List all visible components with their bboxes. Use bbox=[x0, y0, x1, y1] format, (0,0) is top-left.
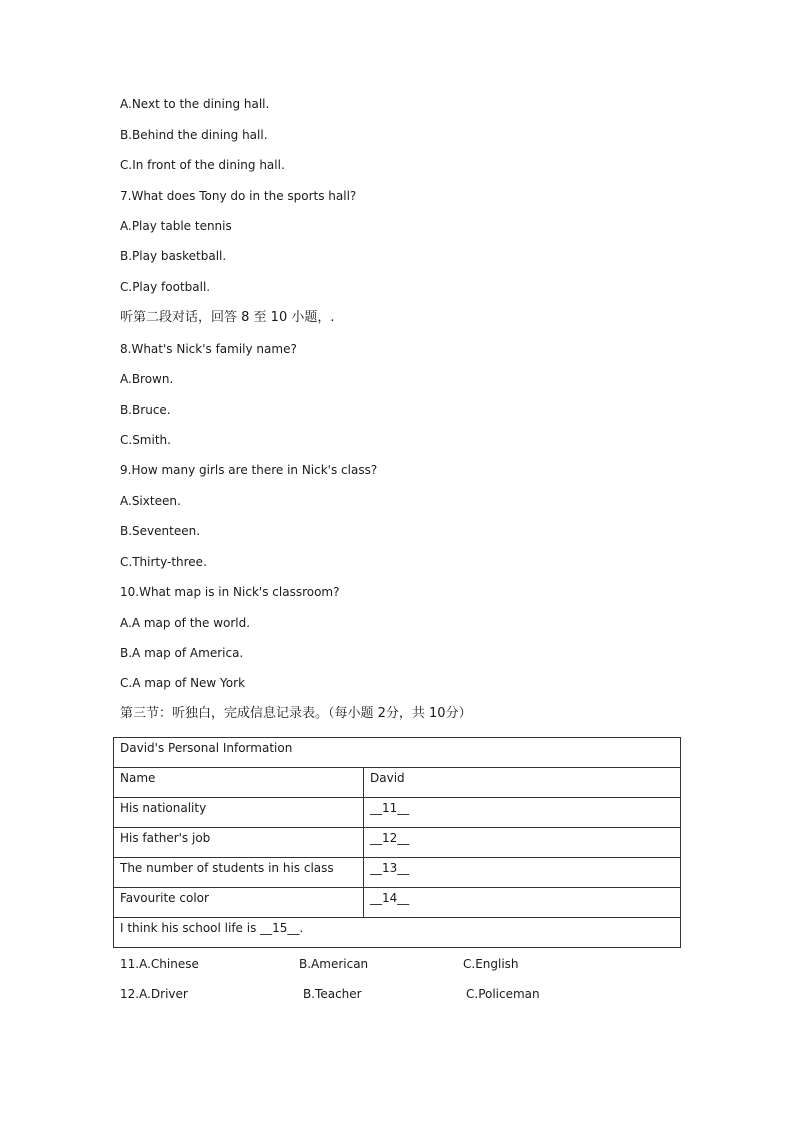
table-cell-label: His nationality bbox=[114, 798, 364, 828]
table-row bbox=[114, 828, 681, 858]
option-line: B.A map of America. bbox=[120, 646, 244, 660]
q11-option-c: C.English bbox=[463, 957, 519, 971]
table-cell-value: David bbox=[364, 768, 681, 798]
table-cell-value: __14__ bbox=[364, 888, 681, 918]
table-cell-value: __12__ bbox=[364, 828, 681, 858]
table-row bbox=[114, 858, 681, 888]
option-line: B.Behind the dining hall. bbox=[120, 128, 268, 142]
q11-option-b: B.American bbox=[299, 957, 369, 971]
table-cell-value: __13__ bbox=[364, 858, 681, 888]
section-instruction: 听第二段对话，回答 8 至 10 小题，. bbox=[120, 310, 335, 325]
table-footer: I think his school life is __15__. bbox=[114, 918, 681, 948]
table-cell-label: Favourite color bbox=[114, 888, 364, 918]
q12-option-a: 12.A.Driver bbox=[120, 987, 188, 1001]
option-line: C.A map of New York bbox=[120, 676, 246, 690]
option-line: B.Bruce. bbox=[120, 403, 171, 417]
table-cell-label: His father's job bbox=[114, 828, 364, 858]
section-heading: 第三节：听独白，完成信息记录表。（每小题 2分，共 10分） bbox=[120, 706, 472, 721]
table-row bbox=[114, 798, 681, 828]
option-line: C.Thirty-three. bbox=[120, 555, 207, 569]
option-line: A.Brown. bbox=[120, 372, 174, 386]
question-line: 9.How many girls are there in Nick's class? bbox=[120, 463, 378, 477]
table-row bbox=[114, 918, 681, 948]
option-line: C.In front of the dining hall. bbox=[120, 158, 285, 172]
q12-option-c: C.Policeman bbox=[466, 987, 540, 1001]
option-line: A.Next to the dining hall. bbox=[120, 97, 270, 111]
option-line: A.Sixteen. bbox=[120, 494, 181, 508]
option-line: B.Play basketball. bbox=[120, 249, 227, 263]
table-row bbox=[114, 768, 681, 798]
table-cell-label: The number of students in his class bbox=[114, 858, 364, 888]
option-line: C.Smith. bbox=[120, 433, 171, 447]
question-line: 10.What map is in Nick's classroom? bbox=[120, 585, 340, 599]
information-table bbox=[113, 737, 681, 948]
table-cell-value: __11__ bbox=[364, 798, 681, 828]
q12-option-b: B.Teacher bbox=[303, 987, 362, 1001]
question-line: 7.What does Tony do in the sports hall? bbox=[120, 189, 357, 203]
option-line: A.Play table tennis bbox=[120, 219, 232, 233]
option-line: C.Play football. bbox=[120, 280, 211, 294]
question-line: 8.What's Nick's family name? bbox=[120, 342, 297, 356]
table-row bbox=[114, 738, 681, 768]
option-line: A.A map of the world. bbox=[120, 616, 251, 630]
table-row bbox=[114, 888, 681, 918]
table-title: David's Personal Information bbox=[114, 738, 681, 768]
table-cell-label: Name bbox=[114, 768, 364, 798]
option-line: B.Seventeen. bbox=[120, 524, 201, 538]
q11-option-a: 11.A.Chinese bbox=[120, 957, 199, 971]
